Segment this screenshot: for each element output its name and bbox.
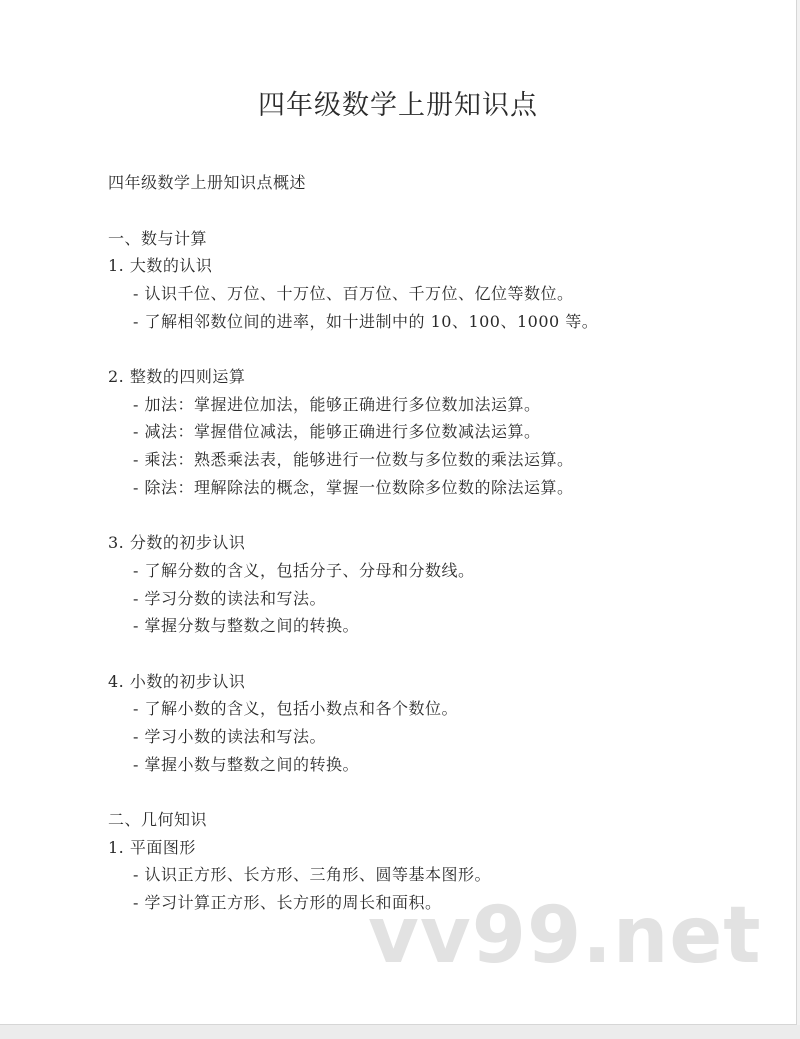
- item-heading-large-numbers: 1. 大数的认识: [108, 256, 213, 275]
- item-heading-fractions: 3. 分数的初步认识: [108, 533, 246, 552]
- bullet-item: - 掌握分数与整数之间的转换。: [133, 616, 359, 635]
- bullet-item: - 了解分数的含义，包括分子、分母和分数线。: [133, 561, 475, 580]
- section-heading-arithmetic: 一、数与计算: [108, 229, 208, 248]
- bullet-item: - 认识千位、万位、十万位、百万位、千万位、亿位等数位。: [133, 284, 574, 303]
- bullet-item: - 除法：理解除法的概念，掌握一位数除多位数的除法运算。: [133, 478, 574, 497]
- bullet-item: - 乘法：熟悉乘法表，能够进行一位数与多位数的乘法运算。: [133, 450, 574, 469]
- bullet-item: - 加法：掌握进位加法，能够正确进行多位数加法运算。: [133, 395, 541, 414]
- bullet-item: - 减法：掌握借位减法，能够正确进行多位数减法运算。: [133, 422, 541, 441]
- bullet-item: - 了解小数的含义，包括小数点和各个数位。: [133, 699, 458, 718]
- bullet-item: - 学习分数的读法和写法。: [133, 589, 326, 608]
- item-heading-integer-operations: 2. 整数的四则运算: [108, 367, 246, 386]
- item-heading-plane-figures: 1. 平面图形: [108, 838, 196, 857]
- page-bottom-gap: [0, 1025, 800, 1039]
- bullet-item: - 学习计算正方形、长方形的周长和面积。: [133, 893, 442, 912]
- document-title: 四年级数学上册知识点: [258, 90, 538, 121]
- overview-heading: 四年级数学上册知识点概述: [108, 173, 307, 192]
- bullet-item: - 认识正方形、长方形、三角形、圆等基本图形。: [133, 865, 491, 884]
- bullet-item: - 学习小数的读法和写法。: [133, 727, 326, 746]
- item-heading-decimals: 4. 小数的初步认识: [108, 672, 246, 691]
- bullet-item: - 掌握小数与整数之间的转换。: [133, 755, 359, 774]
- bullet-item: - 了解相邻数位间的进率，如十进制中的 10、100、1000 等。: [133, 312, 599, 331]
- watermark: vv99.net: [368, 891, 762, 981]
- section-heading-geometry: 二、几何知识: [108, 810, 208, 829]
